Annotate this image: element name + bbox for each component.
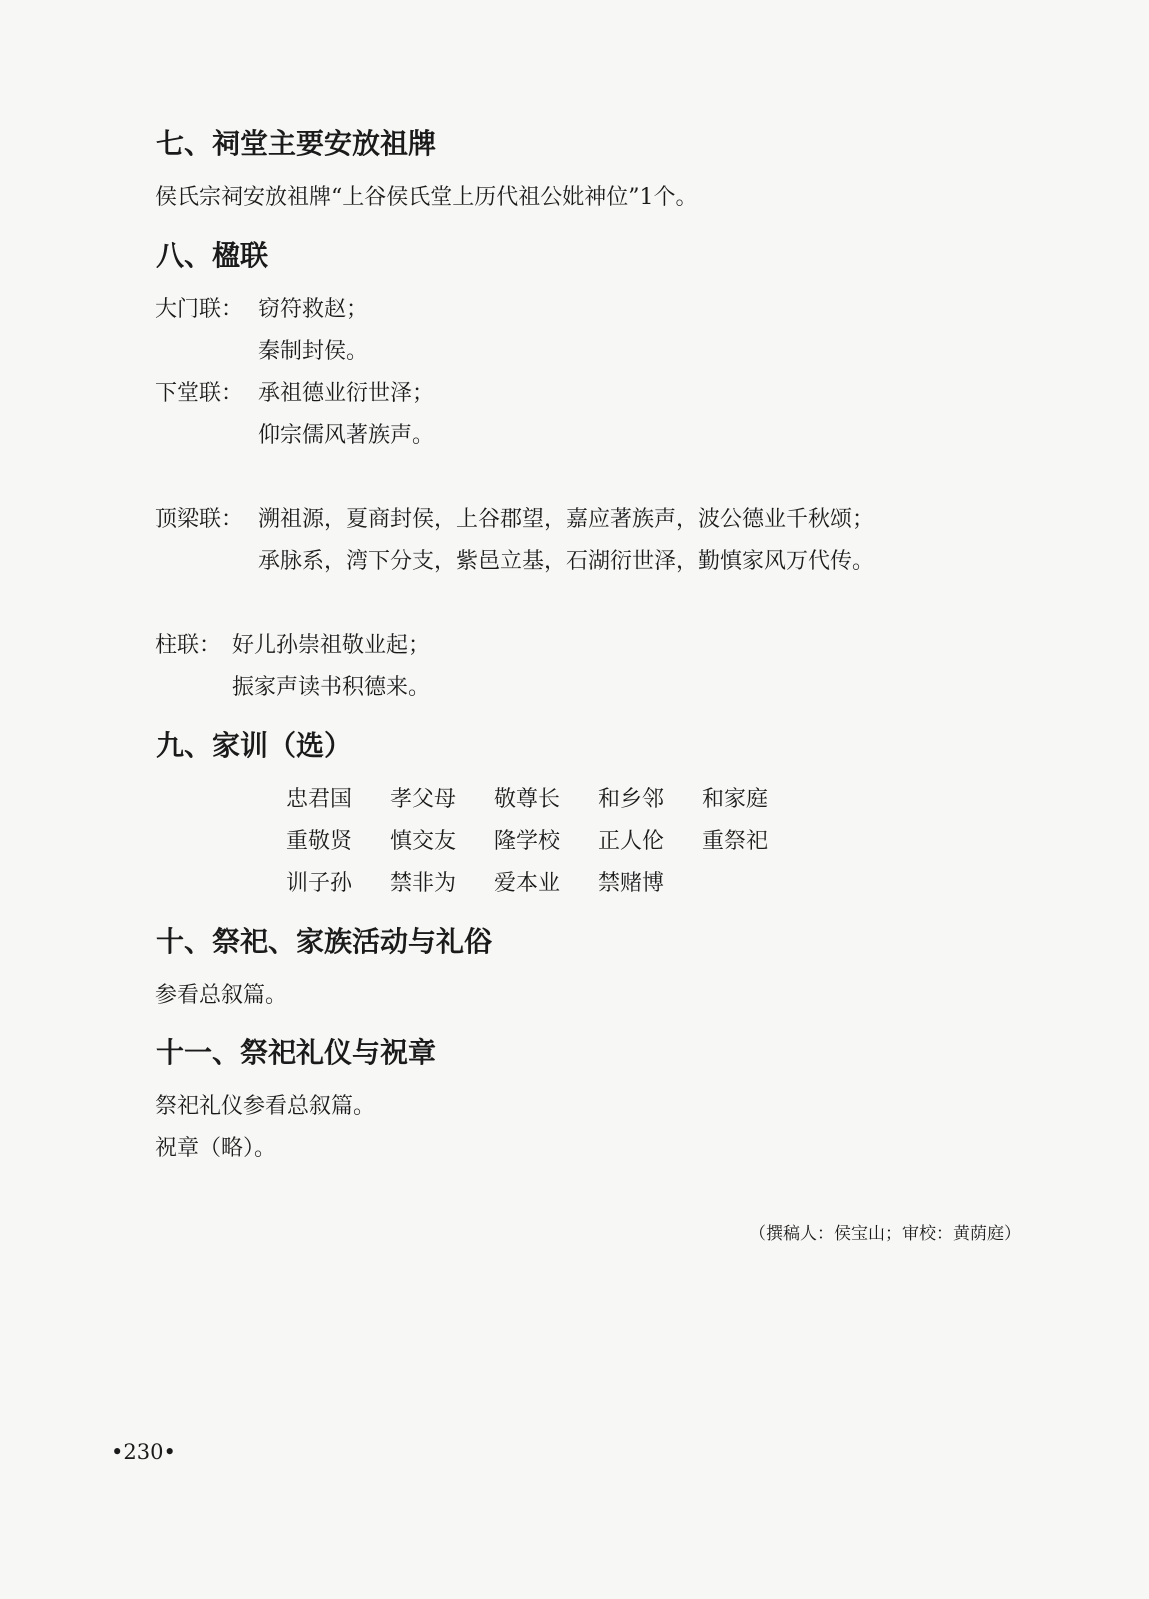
- section-10-body: 参看总叙篇。: [155, 983, 288, 1008]
- couplet-line: 秦制封侯。: [258, 339, 369, 364]
- precept-item: 慎交友: [390, 829, 457, 854]
- precept-item: 训子孙: [286, 871, 353, 896]
- section-11-heading: 十一、祭祀礼仪与祝章: [156, 1036, 437, 1069]
- precept-item: 和家庭: [702, 787, 769, 812]
- precept-item: 重祭祀: [702, 829, 769, 854]
- section-11-body: 祝章（略）。: [155, 1136, 277, 1161]
- precept-item: 正人伦: [598, 829, 665, 854]
- precept-item: 隆学校: [494, 829, 561, 854]
- precept-item: 孝父母: [390, 787, 457, 812]
- couplet-line: 溯祖源，夏商封侯，上谷郡望，嘉应著族声，波公德业千秋颂；: [258, 507, 875, 532]
- couplet-label-lower-hall: 下堂联：: [155, 381, 244, 406]
- precept-item: 禁赌博: [598, 871, 665, 896]
- precept-item: 敬尊长: [494, 787, 561, 812]
- couplet-line: 仰宗儒风著族声。: [258, 423, 435, 448]
- section-7-body: 侯氏宗祠安放祖牌“上谷侯氏堂上历代祖公妣神位”1个。: [155, 185, 698, 210]
- section-10-heading: 十、祭祀、家族活动与礼俗: [156, 925, 493, 958]
- couplet-line: 承脉系，湾下分支，紫邑立基，石湖衍世泽，勤慎家风万代传。: [258, 549, 875, 574]
- precept-item: 忠君国: [286, 787, 353, 812]
- section-11-body: 祭祀礼仪参看总叙篇。: [155, 1094, 376, 1119]
- author-credit: （撰稿人：侯宝山；审校：黄荫庭）: [749, 1224, 1021, 1244]
- section-9-heading: 九、家训（选）: [156, 729, 353, 762]
- couplet-line: 窃符救赵；: [258, 297, 369, 322]
- couplet-line: 承祖德业衍世泽；: [258, 381, 435, 406]
- section-8-heading: 八、楹联: [156, 239, 269, 272]
- precept-item: 爱本业: [494, 871, 561, 896]
- couplet-line: 振家声读书积德来。: [232, 675, 431, 700]
- couplet-label-gate: 大门联：: [155, 297, 244, 322]
- couplet-line: 好儿孙崇祖敬业起；: [232, 633, 431, 658]
- precept-item: 禁非为: [390, 871, 457, 896]
- page-number: •230•: [111, 1440, 176, 1464]
- section-7-heading: 七、祠堂主要安放祖牌: [156, 127, 437, 160]
- precept-item: 和乡邻: [598, 787, 665, 812]
- couplet-label-pillar: 柱联：: [155, 633, 222, 658]
- family-precepts-grid: [286, 785, 806, 899]
- couplet-label-beam: 顶梁联：: [155, 507, 244, 532]
- precept-item: 重敬贤: [286, 829, 353, 854]
